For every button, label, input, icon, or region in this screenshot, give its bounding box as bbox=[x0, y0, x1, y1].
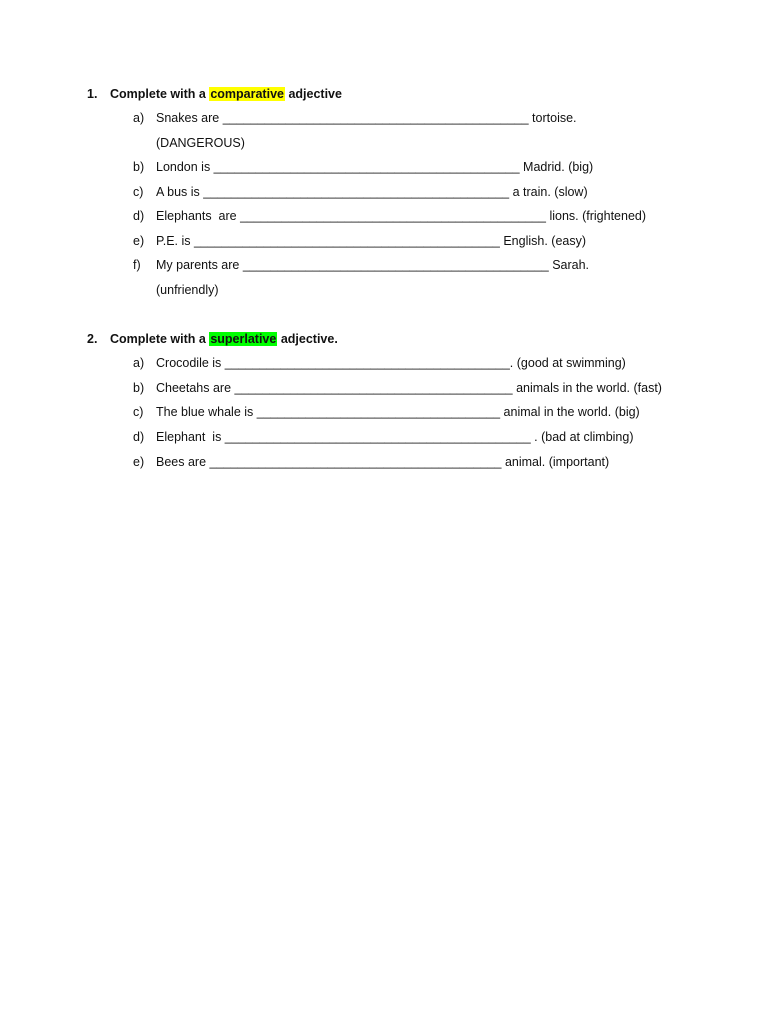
item-text: Bees are __________________________________________ animal. (important) bbox=[156, 455, 610, 469]
item-text: Elephant is ____________________________________________ . (bad at climbing) bbox=[156, 430, 634, 444]
section-number: 1. bbox=[87, 87, 98, 101]
title-text: Complete with a bbox=[110, 332, 210, 346]
title-text: Complete with a bbox=[110, 87, 210, 101]
highlighted-word: comparative bbox=[210, 87, 284, 101]
item-letter: a) bbox=[133, 111, 145, 125]
item-text: The blue whale is ___________________________________ animal in the world. (big) bbox=[156, 405, 640, 419]
item-text: London is ____________________________________________ Madrid. (big) bbox=[156, 160, 594, 174]
item-letter: a) bbox=[133, 356, 145, 370]
item-text: Cheetahs are ________________________________________ animals in the world. (fast) bbox=[156, 381, 662, 395]
item-letter: c) bbox=[133, 185, 144, 199]
item-letter: f) bbox=[133, 258, 141, 272]
item-letter: e) bbox=[133, 455, 145, 469]
item-text: Snakes are ____________________________________________ tortoise. bbox=[156, 111, 577, 125]
section-1-title bbox=[87, 87, 342, 101]
item-letter: d) bbox=[133, 430, 145, 444]
item-letter: b) bbox=[133, 381, 145, 395]
item-letter: e) bbox=[133, 234, 145, 248]
item-letter: b) bbox=[133, 160, 145, 174]
item-text: P.E. is ____________________________________________ English. (easy) bbox=[156, 234, 587, 248]
title-text: adjective. bbox=[277, 332, 338, 346]
highlighted-word: superlative bbox=[210, 332, 277, 346]
item-text: My parents are ____________________________________________ Sarah. bbox=[156, 258, 590, 272]
item-continuation: (DANGEROUS) bbox=[156, 136, 245, 150]
item-letter: c) bbox=[133, 405, 144, 419]
title-text: adjective bbox=[284, 87, 342, 101]
item-text: A bus is ____________________________________________ a train. (slow) bbox=[156, 185, 588, 199]
item-continuation: (unfriendly) bbox=[156, 283, 219, 297]
section-number: 2. bbox=[87, 332, 98, 346]
item-letter: d) bbox=[133, 209, 145, 223]
item-text: Crocodile is _________________________________________. (good at swimming) bbox=[156, 356, 626, 370]
section-2-title bbox=[87, 332, 338, 346]
item-text: Elephants are ____________________________________________ lions. (frightened) bbox=[156, 209, 647, 223]
